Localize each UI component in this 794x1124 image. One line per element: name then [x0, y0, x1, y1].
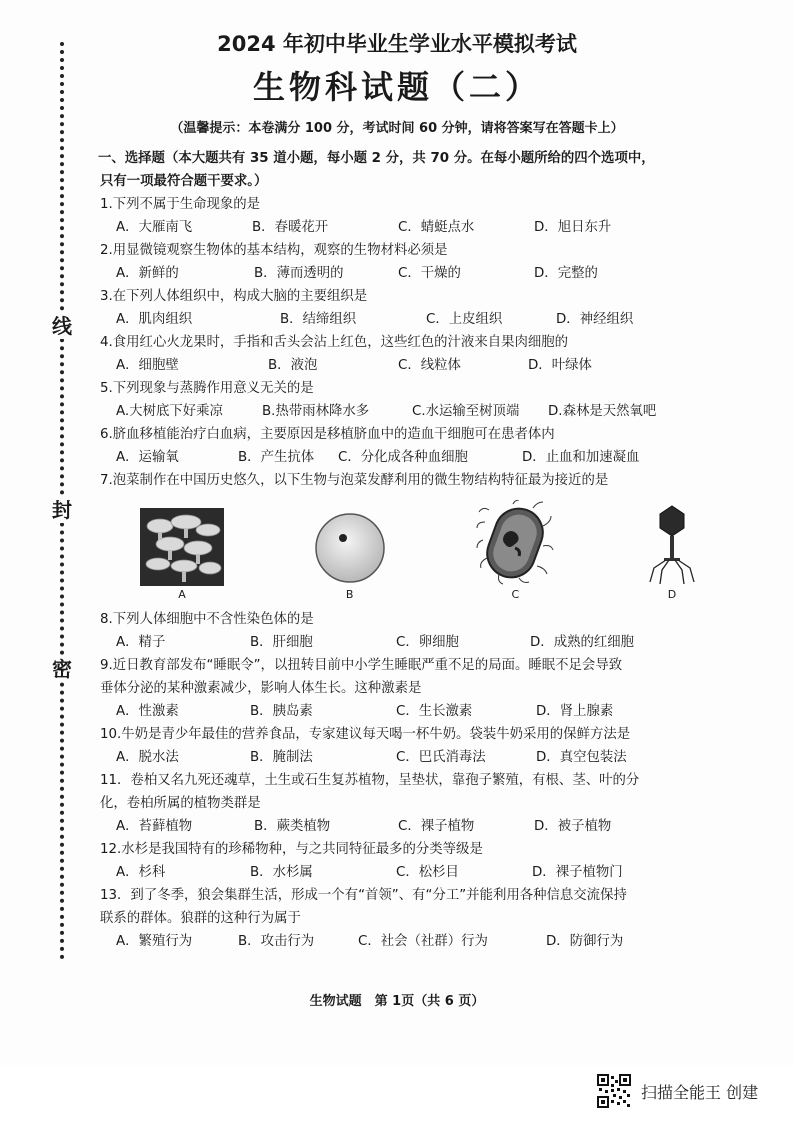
- option-b: B．水杉属: [250, 865, 313, 880]
- question-stem: 联系的群体。狼群的这种行为属于: [100, 911, 301, 926]
- figure-c: [475, 500, 555, 602]
- option-b: B．肝细胞: [250, 635, 313, 650]
- option-b: B．腌制法: [250, 750, 313, 765]
- option-c: C．分化成各种血细胞: [338, 450, 468, 465]
- mushroom-image: [140, 508, 224, 586]
- scanner-watermark: [597, 1074, 758, 1108]
- option-b: B．攻击行为: [238, 934, 315, 949]
- option-a: A．杉科: [116, 865, 166, 880]
- option-a: A．运输氧: [116, 450, 179, 465]
- question-options: [100, 308, 720, 331]
- question-stem: 3.在下列人体组织中，构成大脑的主要组织是: [100, 289, 368, 304]
- section-heading-line: 只有一项最符合题干要求。）: [100, 174, 268, 189]
- option-b: B.热带雨林降水多: [262, 404, 370, 419]
- option-b: B．春暖花开: [252, 220, 329, 235]
- figure-label: A: [178, 588, 186, 601]
- question-stem: 12.水杉是我国特有的珍稀物种，与之共同特征最多的分类等级是: [100, 842, 483, 857]
- question-9: [100, 654, 720, 723]
- section-heading-line: 一、选择题（本大题共有 35 道小题，每小题 2 分，共 70 分。在每小题所给的四个选项中，: [98, 151, 655, 166]
- section-heading: [100, 147, 720, 193]
- question-options: [100, 446, 720, 469]
- option-d: D.森林是天然氧吧: [548, 404, 657, 419]
- option-b: B．薄而透明的: [254, 266, 344, 281]
- option-c: C．社会（社群）行为: [358, 934, 488, 949]
- bacteriophage-image: [644, 502, 700, 586]
- option-c: C．卵细胞: [396, 635, 459, 650]
- option-a: A．脱水法: [116, 750, 179, 765]
- figure-d: [644, 502, 700, 602]
- question-13: [100, 884, 720, 953]
- question-stem: 4.食用红心火龙果时，手指和舌头会沾上红色，这些红色的汁液来自果肉细胞的: [100, 335, 569, 350]
- option-a: A．繁殖行为: [116, 934, 193, 949]
- option-b: B．产生抗体: [238, 450, 315, 465]
- figure-b: [313, 510, 387, 602]
- question-2: [100, 239, 720, 285]
- option-b: B．结缔组织: [280, 312, 357, 327]
- question-stem: 5.下列现象与蒸腾作用意义无关的是: [100, 381, 314, 396]
- question-stem: 化，卷柏所属的植物类群是: [100, 796, 261, 811]
- question-11: [100, 769, 720, 838]
- question-12: [100, 838, 720, 884]
- question-5: [100, 377, 720, 423]
- question-options: [100, 700, 720, 723]
- question-options: [100, 631, 720, 654]
- question-8: [100, 608, 720, 654]
- option-c: C．松杉目: [396, 865, 459, 880]
- figure-label: C: [511, 588, 520, 601]
- question-area: [100, 147, 720, 953]
- question-6: [100, 423, 720, 469]
- question-stem: 1.下列不属于生命现象的是: [100, 197, 261, 212]
- subject-title: 生物科试题（二）: [252, 68, 541, 106]
- figure-label: B: [345, 588, 354, 601]
- question-options: [100, 746, 720, 769]
- option-c: C．生长激素: [396, 704, 473, 719]
- option-a: A．精子: [116, 635, 166, 650]
- exam-tip: （温馨提示：本卷满分 100 分，考试时间 60 分钟，请将答案写在答题卡上）: [170, 121, 624, 136]
- question-stem: 11．卷柏又名九死还魂草，土生或石生复苏植物，呈垫状，靠孢子繁殖，有根、茎、叶的分: [100, 773, 640, 788]
- option-c: C．线粒体: [398, 358, 461, 373]
- question-options: [100, 400, 720, 423]
- exam-title: 2024 年初中毕业生学业水平模拟考试: [217, 32, 577, 56]
- question-stem: 10.牛奶是青少年最佳的营养食品，专家建议每天喝一杯牛奶。袋装牛奶采用的保鲜方法是: [100, 727, 631, 742]
- option-a: A．苔藓植物: [116, 819, 193, 834]
- option-c: C．巴氏消毒法: [396, 750, 486, 765]
- question-stem: 13．到了冬季，狼会集群生活，形成一个有“首领”、有“分工”并能利用各种信息交流保持: [100, 888, 627, 903]
- option-a: A．肌肉组织: [116, 312, 193, 327]
- option-d: D．成熟的红细胞: [530, 635, 635, 650]
- option-d: D．旭日东升: [534, 220, 612, 235]
- question-stem: 2.用显微镜观察生物体的基本结构，观察的生物材料必须是: [100, 243, 448, 258]
- question-options: [100, 815, 720, 838]
- option-d: D．裸子植物门: [532, 865, 623, 880]
- option-a: A．新鲜的: [116, 266, 179, 281]
- page-footer: 生物试题 第 1页（共 6 页）: [309, 994, 485, 1009]
- option-c: C．干燥的: [398, 266, 461, 281]
- option-a: A.大树底下好乘凉: [116, 404, 223, 419]
- option-a: A．大雁南飞: [116, 220, 193, 235]
- question-options: [100, 354, 720, 377]
- option-c: C.水运输至树顶端: [412, 404, 520, 419]
- question-options: [100, 930, 720, 953]
- yeast-cell-image: [313, 510, 387, 586]
- option-c: C．蜻蜓点水: [398, 220, 475, 235]
- option-d: D．叶绿体: [528, 358, 592, 373]
- question-4: [100, 331, 720, 377]
- binding-mark-mi: 密: [49, 656, 75, 682]
- bacterium-image: [475, 500, 555, 586]
- watermark-text: 扫描全能王 创建: [641, 1082, 759, 1102]
- question-stem: 9.近日教育部发布“睡眠令”，以扭转目前中小学生睡眠严重不足的局面。睡眠不足会导致: [100, 658, 623, 673]
- option-a: A．细胞壁: [116, 358, 179, 373]
- option-b: B．胰岛素: [250, 704, 313, 719]
- question-stem: 7.泡菜制作在中国历史悠久，以下生物与泡菜发酵利用的微生物结构特征最为接近的是: [100, 473, 609, 488]
- option-c: C．上皮组织: [426, 312, 503, 327]
- option-d: D．完整的: [534, 266, 598, 281]
- binding-mark-xian: 线: [49, 313, 75, 339]
- question-options: [100, 262, 720, 285]
- option-c: C．裸子植物: [398, 819, 475, 834]
- question-stem: 8.下列人体细胞中不含性染色体的是: [100, 612, 314, 627]
- question-stem: 6.脐血移植能治疗白血病，主要原因是移植脐血中的造血干细胞可在患者体内: [100, 427, 555, 442]
- option-b: B．蕨类植物: [254, 819, 331, 834]
- option-d: D．神经组织: [556, 312, 634, 327]
- option-d: D．肾上腺素: [536, 704, 614, 719]
- option-d: D．防御行为: [546, 934, 624, 949]
- question-10: [100, 723, 720, 769]
- figure-a: [140, 508, 224, 602]
- question-7: [100, 469, 720, 602]
- qr-code-icon: [597, 1074, 631, 1108]
- option-d: D．被子植物: [534, 819, 612, 834]
- option-b: B．液泡: [268, 358, 318, 373]
- question-options: [100, 216, 720, 239]
- option-a: A．性激素: [116, 704, 179, 719]
- binding-mark-feng: 封: [49, 497, 75, 523]
- question-3: [100, 285, 720, 331]
- option-d: D．止血和加速凝血: [522, 450, 640, 465]
- option-d: D．真空包装法: [536, 750, 627, 765]
- question-7-figures: [140, 502, 700, 602]
- question-options: [100, 861, 720, 884]
- question-1: [100, 193, 720, 239]
- figure-label: D: [667, 588, 677, 601]
- question-stem: 垂体分泌的某种激素减少，影响人体生长。这种激素是: [100, 681, 422, 696]
